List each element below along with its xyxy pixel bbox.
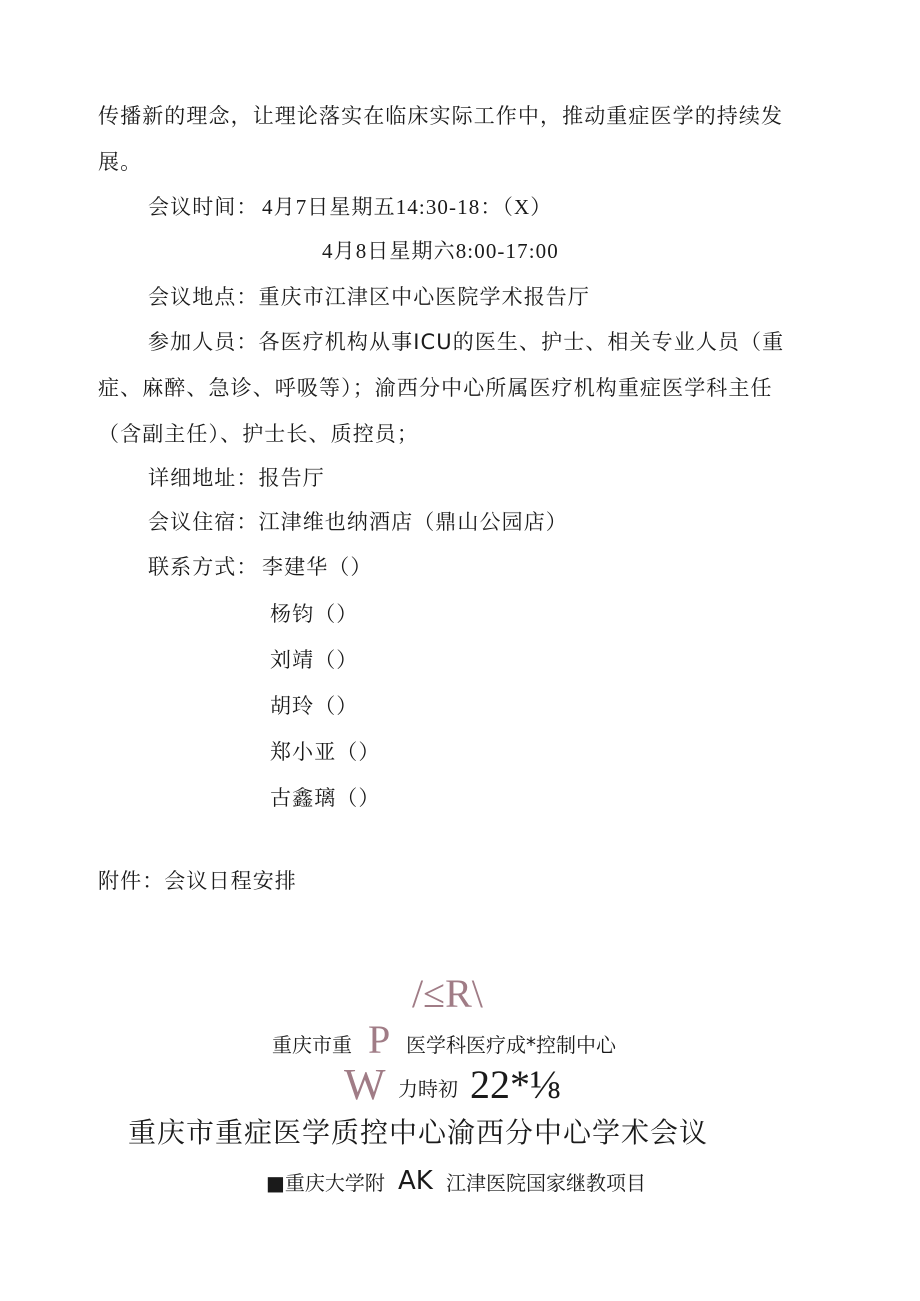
organizer-line-2-large: 22*⅛	[470, 1062, 560, 1107]
attachment-note: 附件：会议日程安排	[98, 869, 297, 893]
contact-item: 杨钧（）	[270, 602, 359, 626]
meeting-time-label: 会议时间：	[148, 195, 259, 219]
participants-line: （含副主任）、护士长、质控员；	[98, 422, 419, 446]
organizer-line-1a: 重庆市重	[272, 1033, 352, 1057]
participants-line: 参加人员：各医疗机构从事ICU的医生、护士、相关专业人员（重	[148, 330, 785, 354]
organizer-line-4b: 江津医院国家继教项目	[446, 1171, 646, 1195]
seal-stamp-fragment: /≤R\	[412, 971, 483, 1016]
contact-item: 胡玲（）	[270, 694, 359, 718]
meeting-lodging: 会议住宿：江津维也纳酒店（鼎山公园店）	[148, 510, 568, 534]
paragraph-line: 传播新的理念，让理论落实在临床实际工作中，推动重症医学的持续发	[98, 104, 784, 128]
meeting-time-day2: 4月8日星期六8:00-17:00	[322, 239, 559, 263]
contact-label: 联系方式：	[148, 555, 259, 579]
seal-stamp-fragment: P	[368, 1017, 391, 1062]
contact-item: 郑小亚（）	[270, 740, 381, 764]
organizer-line-3: 重庆市重症医学质控中心渝西分中心学术会议	[128, 1116, 709, 1149]
organizer-line-1b: 医学科医疗成*控制中心	[406, 1033, 616, 1057]
contact-item: 古鑫璃（）	[270, 786, 381, 810]
organizer-line-4-ak: AK	[398, 1166, 433, 1196]
contact-item: 李建华（）	[262, 555, 373, 579]
contact-item: 刘靖（）	[270, 648, 359, 672]
meeting-venue: 会议地点：重庆市江津区中心医院学术报告厅	[148, 285, 590, 309]
organizer-line-2-small: 力時初	[398, 1077, 458, 1101]
paragraph-line: 展。	[98, 150, 143, 174]
seal-stamp-fragment: W	[344, 1060, 386, 1109]
meeting-time-day1: 4月7日星期五14:30-18：（X）	[262, 195, 553, 219]
participants-line: 症、麻醉、急诊、呼吸等）；渝西分中心所属医疗机构重症医学科主任	[98, 376, 773, 400]
organizer-line-4a: ■重庆大学附	[266, 1171, 385, 1195]
detailed-address: 详细地址：报告厅	[148, 466, 325, 490]
